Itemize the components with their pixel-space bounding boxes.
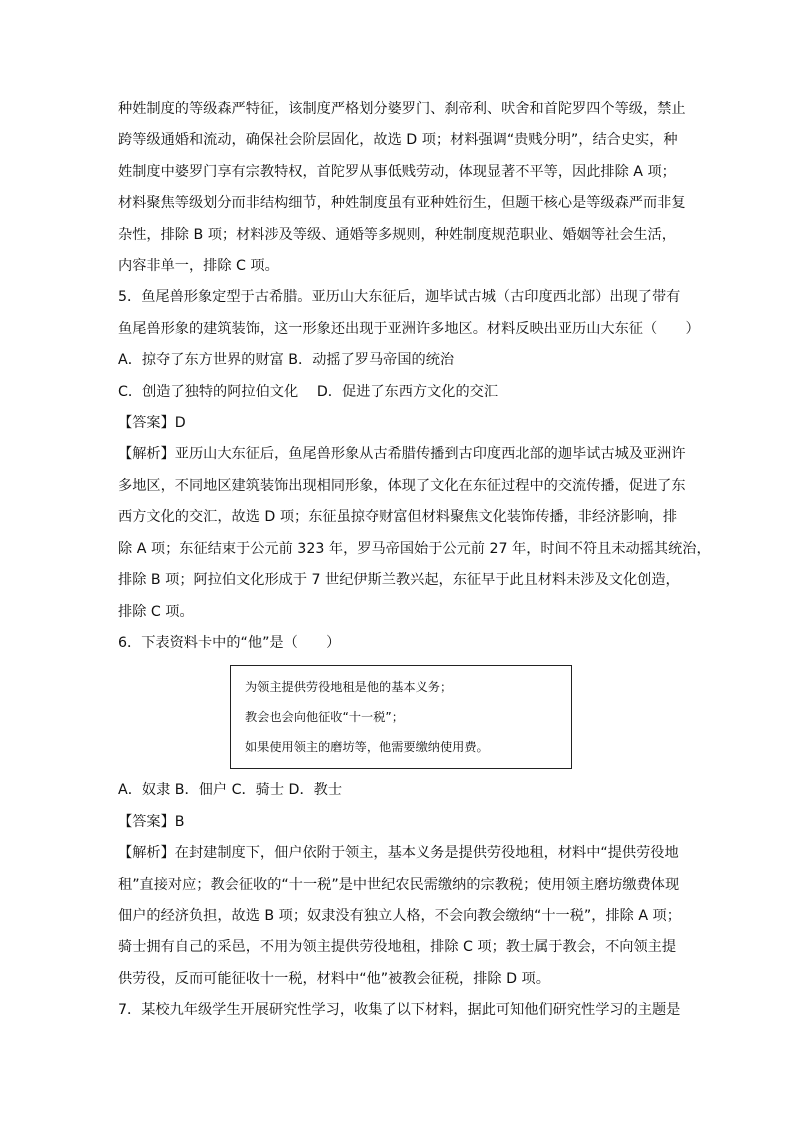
question-options: A．掠夺了东方世界的财富 B．动摇了罗马帝国的统治 (118, 352, 455, 369)
text-line: 跨等级通婚和流动，确保社会阶层固化，故选 D 项；材料强调“贵贱分明”，结合史实，种 (118, 132, 678, 149)
analysis-line: 骑士拥有自己的采邑，不用为领主提供劳役地租，排除 C 项；教士属于教会，不向领主提 (118, 939, 677, 956)
question-stem: 鱼尾兽形象的建筑装饰，这一形象还出现于亚洲许多地区。材料反映出亚历山大东征（ ） (118, 320, 700, 337)
question-7 (118, 995, 681, 1026)
analysis-line: 佃户的经济负担，故选 B 项；奴隶没有独立人格，不会向教会缴纳“十一税”，排除 A 项； (118, 907, 681, 924)
analysis-line: 排除 C 项。 (118, 603, 194, 620)
page-content (118, 94, 711, 1027)
question-options: C．创造了独特的阿拉伯文化 D．促进了东西方文化的交汇 (118, 383, 499, 400)
answer-line: 【答案】D (118, 415, 186, 432)
info-card (230, 665, 572, 769)
text-line: 内容非单一，排除 C 项。 (118, 258, 279, 275)
analysis-line: 租”直接对应；教会征收的“十一税”是中世纪农民需缴纳的宗教税；使用领主磨坊缴费体现 (118, 876, 680, 893)
question-stem: 6．下表资料卡中的“他”是（ ） (118, 634, 341, 651)
q4-analysis-continued (118, 94, 686, 282)
question-stem: 5．鱼尾兽形象定型于古希腊。亚历山大东征后，迦毕试古城（古印度西北部）出现了带有 (118, 289, 681, 306)
card-line: 为领主提供劳役地租是他的基本义务； (245, 680, 453, 695)
analysis-line: 西方文化的交汇，故选 D 项；东征虽掠夺财富但材料聚焦文化装饰传播，非经济影响，排 (118, 509, 678, 526)
answer-line: 【答案】B (118, 813, 185, 830)
question-6 (118, 628, 681, 995)
text-line: 姓制度中婆罗门享有宗教特权，首陀罗从事低贱劳动，体现显著不平等，因此排除 A 项； (118, 163, 676, 180)
question-5 (118, 282, 711, 627)
card-line: 教会也会向他征收“十一税”； (245, 710, 404, 725)
question-stem: 7．某校九年级学生开展研究性学习，收集了以下材料，据此可知他们研究性学习的主题是 (118, 1002, 681, 1019)
analysis-line: 多地区，不同地区建筑装饰出现相同形象，体现了文化在东征过程中的交流传播，促进了东 (118, 477, 686, 494)
analysis-line: 除 A 项；东征结束于公元前 323 年，罗马帝国始于公元前 27 年，时间不符且未动摇其统治， (118, 540, 711, 557)
analysis-line: 【解析】亚历山大东征后，鱼尾兽形象从古希腊传播到古印度西北部的迦毕试古城及亚洲许 (118, 446, 686, 463)
text-line: 材料聚焦等级划分而非结构细节，种姓制度虽有亚种姓衍生，但题干核心是等级森严而非复 (118, 195, 686, 212)
analysis-line: 【解析】在封建制度下，佃户依附于领主，基本义务是提供劳役地租，材料中“提供劳役地 (118, 845, 679, 862)
question-options: A．奴隶 B．佃户 C．骑士 D．教士 (118, 782, 343, 799)
analysis-line: 排除 B 项；阿拉伯文化形成于 7 世纪伊斯兰教兴起，东征早于此且材料未涉及文化创造， (118, 572, 680, 589)
analysis-line: 供劳役，反而可能征收十一税，材料中“他”被教会征税，排除 D 项。 (118, 970, 550, 987)
text-line: 种姓制度的等级森严特征，该制度严格划分婆罗门、刹帝利、吠舍和首陀罗四个等级，禁止 (118, 101, 686, 117)
text-line: 杂性，排除 B 项；材料涉及等级、通婚等多规则，种姓制度规范职业、婚姻等社会生活， (118, 226, 676, 243)
card-line: 如果使用领主的磨坊等，他需要缴纳使用费。 (245, 740, 489, 755)
